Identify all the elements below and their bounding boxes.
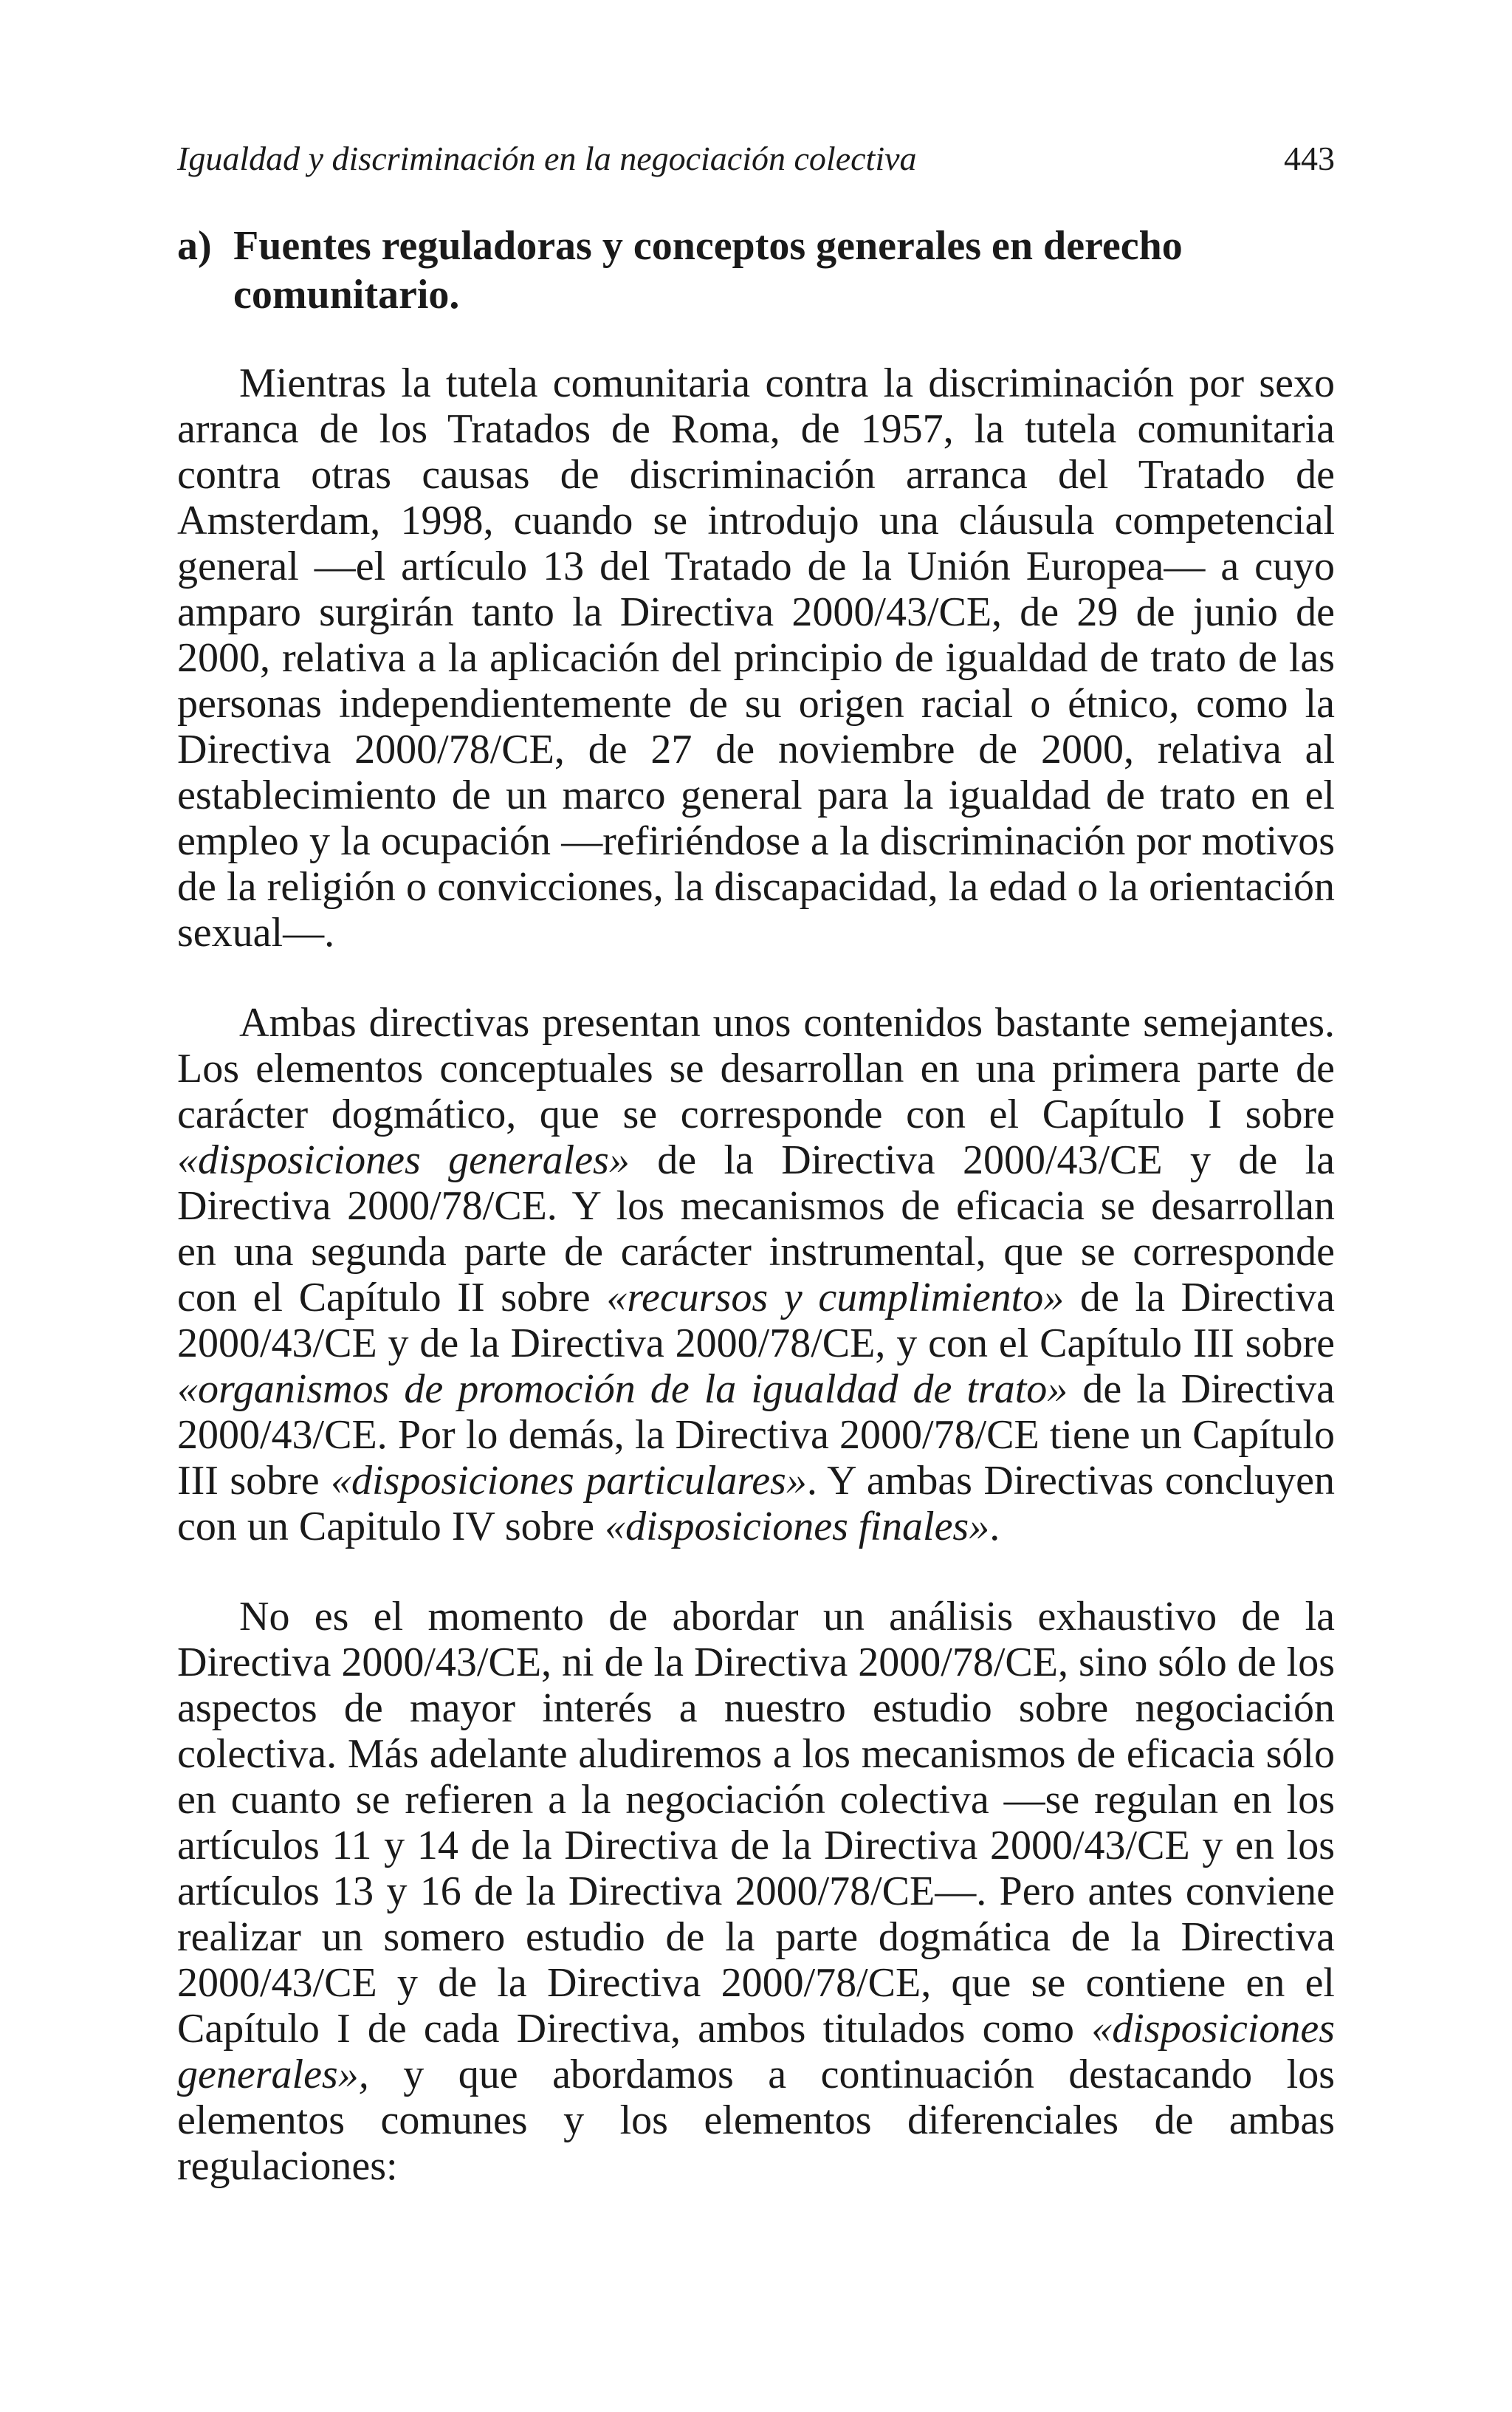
- paragraph-2-text-5: . Y ambas Directivas concluyen con un Capitulo IV sobre: [177, 1458, 1335, 1549]
- paragraph-1: [177, 360, 1335, 956]
- paragraph-2-text-6: .: [989, 1504, 1000, 1549]
- running-title: Igualdad y discriminación en la negociación colectiva: [177, 140, 917, 177]
- page-header: [177, 139, 1335, 178]
- paragraph-3-text-2: y que abordamos a continuación destacando los elementos comunes y los elementos diferenciales de ambas regulaciones:: [177, 2052, 1335, 2189]
- section-title: Fuentes reguladoras y conceptos generales en derecho comunitario.: [233, 223, 1183, 318]
- paragraph-1-text: Mientras la tutela comunitaria contra la discriminación por sexo arranca de los Tratados de Roma, de 1957, la tutela comunitaria contra otras causas de discriminación arranca del Tratado de Amsterdam, 1998, cuando se introdujo una cláusula competencial general —el artículo 13 del Tratado de la Unión Europea— a cuyo amparo surgirán tanto la Directiva 2000/43/CE, de 29 de junio de 2000, relativa a la aplicación del principio de igualdad de trato de las personas independientemente de su origen racial o étnico, como la Directiva 2000/78/CE, de 27 de noviembre de 2000, relativa al establecimiento de un marco general para la igualdad de trato en el empleo y la ocupación —refiriéndose a la discriminación por motivos de la religión o convicciones, la discapacidad, la edad o la orientación sexual—.: [177, 360, 1335, 956]
- paragraph-2-italic-2: «recursos y cumplimiento»: [606, 1275, 1065, 1320]
- section-marker: a): [177, 223, 212, 269]
- paragraph-2-text-2: de la Directiva 2000/43/CE y de la Directiva 2000/78/CE. Y los mecanismos de eficacia se desarrollan en una segunda parte de carácter instrumental, que se corresponde con el Capítulo II sobre: [177, 1137, 1336, 1320]
- body-text: [177, 360, 1335, 2189]
- paragraph-2: [177, 1000, 1335, 1549]
- paragraph-2-text-1: Ambas directivas presentan unos contenidos bastante semejantes. Los elementos conceptuales se desarrollan en una primera parte de carácter dogmático, que se corresponde con el Capítulo I sobre: [177, 1000, 1335, 1137]
- paragraph-2-italic-1: «disposiciones generales»: [177, 1137, 630, 1183]
- paragraph-3-text-1: No es el momento de abordar un análisis exhaustivo de la Directiva 2000/43/CE, ni de la Directiva 2000/78/CE, sino sólo de los aspectos de mayor interés a nuestro estudio sobre negociación colectiva. Más adelante aludiremos a los mecanismos de eficacia sólo en cuanto se refieren a la negociación colectiva —se regulan en los artículos 11 y 14 de la Directiva de la Directiva 2000/43/CE y en los artículos 13 y 16 de la Directiva 2000/78/CE—. Pero antes conviene realizar un somero estudio de la parte dogmática de la Directiva 2000/43/CE y de la Directiva 2000/78/CE, que se contiene en el Capítulo I de cada Directiva, ambos titulados como: [177, 1594, 1335, 2052]
- paragraph-2-italic-3: «organismos de promoción de la igualdad de trato»: [177, 1366, 1068, 1412]
- paragraph-2-italic-4: «disposiciones particulares»: [331, 1458, 807, 1504]
- paragraph-2-italic-5: «disposiciones finales»: [605, 1504, 990, 1549]
- page-number: 443: [1284, 140, 1335, 177]
- paragraph-2-text-4: de la Directiva 2000/43/CE. Por lo demás, la Directiva 2000/78/CE tiene un Capítulo III sobre: [177, 1366, 1335, 1504]
- paragraph-2-text-3: de la Directiva 2000/43/CE y de la Directiva 2000/78/CE, y con el Capítulo III sobre: [177, 1275, 1335, 1366]
- paragraph-3: [177, 1594, 1335, 2189]
- section-heading: [177, 222, 1240, 319]
- paragraph-3-italic-1: «disposiciones generales»,: [177, 2006, 1335, 2097]
